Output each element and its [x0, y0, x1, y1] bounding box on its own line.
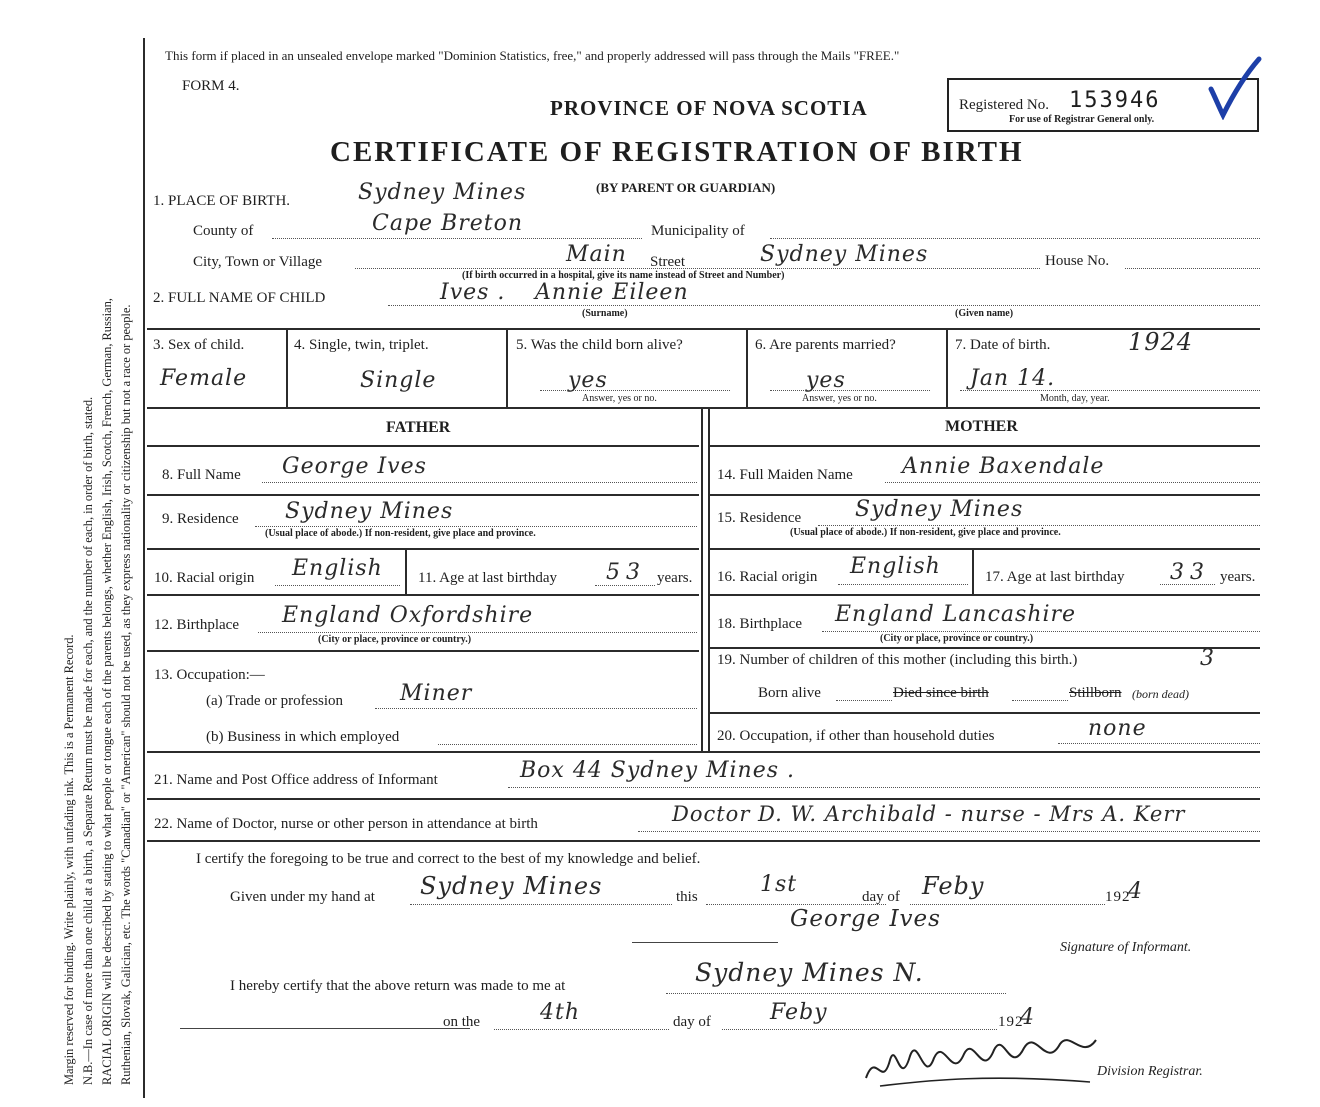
mother-name-label: 14. Full Maiden Name: [717, 467, 853, 483]
municipality-label: Municipality of: [651, 223, 745, 239]
mother-occupation-label: 20. Occupation, if other than household duties: [717, 728, 995, 744]
street-value: Main: [566, 242, 627, 267]
mother-race-value: English: [850, 554, 941, 579]
date-of-birth-value: Jan 14.: [970, 366, 1056, 391]
father-trade-value: Miner: [400, 681, 473, 706]
sex-label: 3. Sex of child.: [153, 337, 245, 353]
informant-signature-caption: Signature of Informant.: [1060, 940, 1192, 955]
father-trade-label: (a) Trade or profession: [206, 693, 344, 709]
parents-married-caption: Answer, yes or no.: [802, 393, 877, 404]
mother-residence-value: Sydney Mines: [855, 497, 1024, 522]
died-since-birth-label: Died since birth: [893, 685, 989, 701]
return-year-suffix: 4: [1020, 1005, 1035, 1030]
county-label: County of: [193, 223, 254, 239]
informant-label: 21. Name and Post Office address of Informant: [154, 772, 438, 788]
hospital-note: (If birth occurred in a hospital, give its name instead of Street and Number): [462, 270, 785, 281]
date-of-birth-label: 7. Date of birth.: [955, 337, 1051, 353]
father-birthplace-value: England Oxfordshire: [282, 603, 534, 628]
mail-notice: This form if placed in an unsealed envelope marked "Dominion Statistics, free," and properly addressed will pass through the Mails "FREE.": [165, 48, 900, 63]
registrar-signature-icon: [860, 1020, 1110, 1100]
birth-year-value: 1924: [1128, 328, 1194, 356]
mother-age-value: 33: [1170, 560, 1210, 585]
father-age-unit: years.: [657, 570, 693, 586]
day-of-label: day of: [862, 889, 900, 905]
registered-value: 153946: [1069, 88, 1161, 113]
house-number-label: House No.: [1045, 253, 1110, 269]
given-year-prefix: 192: [1105, 889, 1131, 905]
father-birthplace-note: (City or place, province or country.): [318, 634, 472, 645]
father-heading: FATHER: [386, 419, 451, 436]
born-alive-caption: Answer, yes or no.: [582, 393, 657, 404]
child-name-label: 2. FULL NAME OF CHILD: [153, 290, 326, 306]
on-the-label: on the: [443, 1014, 481, 1030]
city-value: Sydney Mines: [760, 242, 929, 267]
registered-label: Registered No.: [959, 97, 1049, 113]
given-at-label: Given under my hand at: [230, 889, 375, 905]
margin-note-3: RACIAL ORIGIN will be described by stating to what people or tongue each of the parents belongs, whether English, Irish, Scotch, French, German, Russian,: [100, 298, 114, 1085]
return-month-value: Feby: [770, 1000, 828, 1025]
stillborn-label: Stillborn: [1069, 685, 1122, 701]
margin-note-2: N.B.—In case of more than one child at a birth, a Separate Return must be made for each, and the number of each, in order of birth, stated.: [81, 396, 95, 1085]
father-business-label: (b) Business in which employed: [206, 729, 400, 745]
born-alive-count-label: Born alive: [758, 685, 821, 701]
certificate-title: CERTIFICATE OF REGISTRATION OF BIRTH: [330, 136, 1024, 168]
surname-caption: (Surname): [582, 308, 628, 319]
given-day-value: 1st: [760, 872, 798, 897]
father-age-value: 53: [606, 560, 646, 585]
form-number: FORM 4.: [182, 78, 240, 94]
given-name-caption: (Given name): [955, 308, 1014, 319]
return-day-of-label: day of: [673, 1014, 711, 1030]
sex-value: Female: [160, 366, 248, 391]
province-title: PROVINCE OF NOVA SCOTIA: [550, 96, 868, 120]
margin-note-4: Ruthenian, Slovak, Galician, etc. The words "Canadian" or "American" should not be used, as they express nationality or citizenship but not a race or people.: [119, 304, 133, 1085]
certificate-subtitle: (BY PARENT OR GUARDIAN): [596, 180, 776, 195]
born-alive-label: 5. Was the child born alive?: [516, 337, 683, 353]
mother-age-label: 17. Age at last birthday: [985, 569, 1125, 585]
plurality-label: 4. Single, twin, triplet.: [294, 337, 429, 353]
registrar-use-note: For use of Registrar General only.: [1009, 114, 1155, 125]
mother-name-value: Annie Baxendale: [902, 454, 1105, 479]
father-race-value: English: [292, 556, 383, 581]
born-alive-value: yes: [568, 368, 608, 393]
mother-heading: MOTHER: [945, 418, 1018, 435]
plurality-value: Single: [360, 368, 437, 393]
father-age-label: 11. Age at last birthday: [418, 570, 557, 586]
place-of-birth-value: Sydney Mines: [358, 180, 527, 205]
mother-birthplace-value: England Lancashire: [835, 602, 1077, 627]
return-statement: I hereby certify that the above return was made to me at: [230, 978, 566, 994]
given-month-value: Feby: [922, 872, 985, 900]
mother-birthplace-label: 18. Birthplace: [717, 616, 802, 632]
margin-note-1: Margin reserved for binding. Write plainly, with unfading ink. This is a Permanent Record.: [62, 634, 76, 1085]
father-residence-value: Sydney Mines: [285, 499, 454, 524]
certify-statement: I certify the foregoing to be true and correct to the best of my knowledge and belief.: [196, 851, 701, 867]
father-name-value: George Ives: [282, 454, 427, 479]
mother-birthplace-note: (City or place, province or country.): [880, 633, 1034, 644]
return-day-value: 4th: [540, 1000, 581, 1025]
mother-residence-label: 15. Residence: [717, 510, 802, 526]
margin-rule: [143, 38, 145, 1098]
informant-value: Box 44 Sydney Mines .: [520, 758, 796, 783]
father-residence-label: 9. Residence: [162, 511, 239, 527]
father-birthplace-label: 12. Birthplace: [154, 617, 239, 633]
stillborn-note: (born dead): [1132, 687, 1189, 701]
doctor-value: Doctor D. W. Archibald - nurse - Mrs A. Kerr: [672, 802, 1186, 826]
father-abode-note: (Usual place of abode.) If non-resident, give place and province.: [265, 528, 536, 539]
child-given-value: Annie Eileen: [535, 280, 689, 305]
county-value: Cape Breton: [372, 211, 524, 236]
registrar-caption: Division Registrar.: [1097, 1064, 1203, 1079]
return-place-value: Sydney Mines N.: [695, 958, 924, 987]
return-year-prefix: 192: [998, 1014, 1024, 1030]
parents-married-label: 6. Are parents married?: [755, 337, 896, 353]
street-label: Street: [650, 254, 685, 270]
father-race-label: 10. Racial origin: [154, 570, 255, 586]
father-occupation-label: 13. Occupation:—: [154, 667, 265, 683]
child-surname-value: Ives .: [440, 280, 506, 305]
place-of-birth-label: 1. PLACE OF BIRTH.: [153, 193, 291, 209]
this-label: this: [676, 889, 698, 905]
checkmark-icon: [1205, 55, 1265, 120]
mother-abode-note: (Usual place of abode.) If non-resident, give place and province.: [790, 527, 1061, 538]
given-year-suffix: 4: [1128, 879, 1143, 904]
mother-race-label: 16. Racial origin: [717, 569, 818, 585]
informant-signature: George Ives: [790, 906, 941, 932]
date-of-birth-caption: Month, day, year.: [1040, 393, 1110, 404]
father-name-label: 8. Full Name: [162, 467, 241, 483]
parents-married-value: yes: [806, 368, 846, 393]
mother-occupation-value: none: [1088, 716, 1147, 741]
children-count-label: 19. Number of children of this mother (including this birth.): [717, 652, 1078, 668]
children-count-value: 3: [1200, 646, 1215, 671]
mother-age-unit: years.: [1220, 569, 1256, 585]
doctor-label: 22. Name of Doctor, nurse or other person in attendance at birth: [154, 816, 538, 832]
given-at-value: Sydney Mines: [420, 872, 603, 900]
city-label: City, Town or Village: [193, 254, 323, 270]
